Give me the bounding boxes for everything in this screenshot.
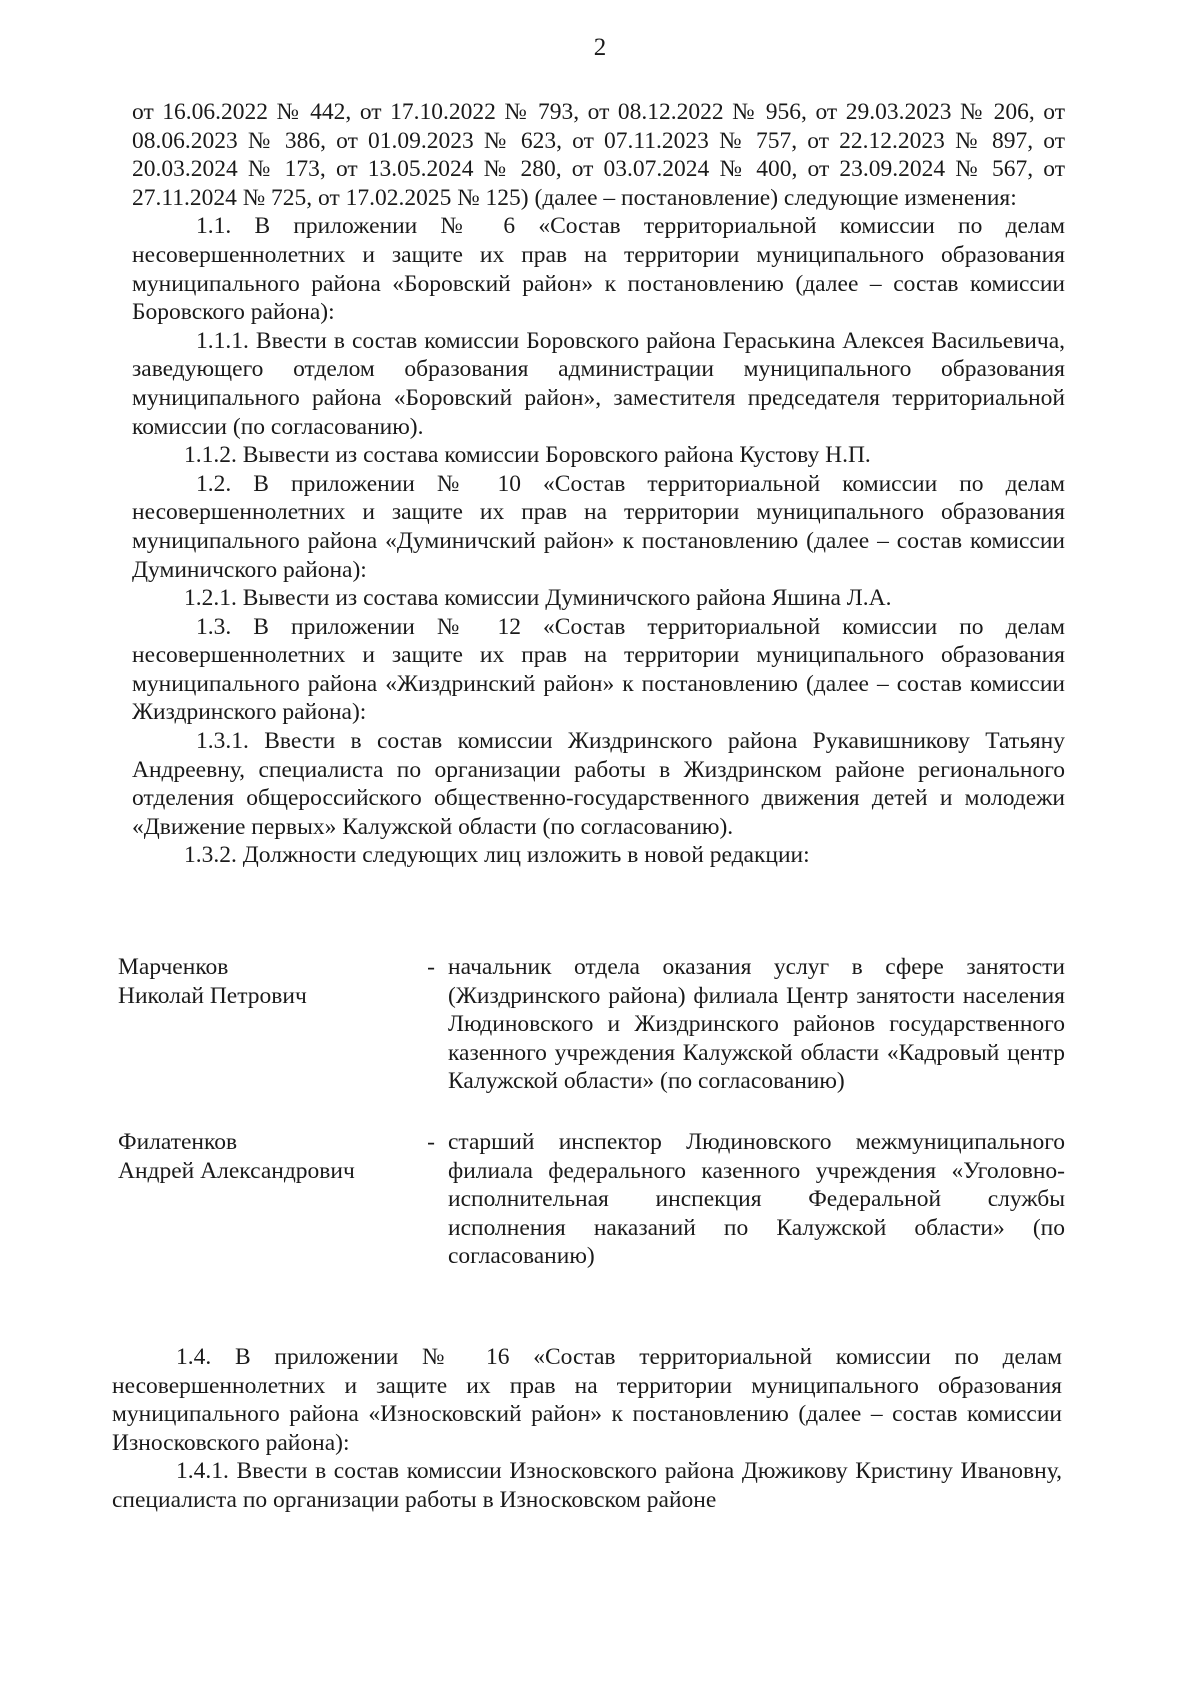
paragraph-1-3: 1.3. В приложении № 12 «Состав территориальной комиссии по делам несовершеннолетних и защите их прав на территории муниципального образования муниципального района «Жиздринский район» к постановлению (далее – состав комиссии Жиздринского района):	[132, 613, 1065, 726]
member-surname: Марченков	[118, 954, 229, 980]
page-number: 2	[593, 34, 607, 61]
paragraph-1-3-1: 1.3.1. Ввести в состав комиссии Жиздринского района Рукавишникову Татьяну Андреевну, специалиста по организации работы в Жиздринском районе регионального отделения общероссийского общественно-государственного движения детей и молодежи «Движение первых» Калужской области (по согласованию).	[132, 728, 1065, 840]
member-entry	[118, 1128, 1065, 1271]
member-given-names: Николай Петрович	[118, 982, 307, 1009]
member-dash: -	[427, 1128, 435, 1155]
paragraph-1-2: 1.2. В приложении № 10 «Состав территориальной комиссии по делам несовершеннолетних и защите их прав на территории муниципального образования муниципального района «Думиничский район» к постановлению (далее – состав комиссии Думиничского района):	[132, 470, 1065, 583]
member-given-names: Андрей Александрович	[118, 1157, 355, 1184]
paragraph-1-4-1: 1.4.1. Ввести в состав комиссии Износковского района Дюжикову Кристину Ивановну, специалиста по организации работы в Износковском районе	[112, 1458, 1062, 1513]
member-entry	[118, 953, 1065, 1096]
paragraph-1-2-1: 1.2.1. Вывести из состава комиссии Думиничского района Яшина Л.А.	[184, 585, 892, 612]
document-body	[132, 98, 1065, 870]
member-name	[118, 1128, 418, 1271]
member-position: начальник отдела оказания услуг в сфере занятости (Жиздринского района) филиала Центр занятости населения Людиновского и Жиздринского районов государственного казенного учреждения Калужской области «Кадровый центр Калужской области» (по согласованию)	[448, 954, 1065, 1095]
members-list	[118, 953, 1065, 1303]
paragraph-1-1: 1.1. В приложении № 6 «Состав территориальной комиссии по делам несовершеннолетних и защите их прав на территории муниципального образования муниципального района «Боровский район» к постановлению (далее – состав комиссии Боровского района):	[132, 213, 1065, 326]
paragraph-amendments-list: от 16.06.2022 № 442, от 17.10.2022 № 793, от 08.12.2022 № 956, от 29.03.2023 № 206, от 08.06.2023 № 386, от 01.09.2023 № 623, от 07.11.2023 № 757, от 22.12.2023 № 897, от 20.03.2024 № 173, от 13.05.2024 № 280, от 03.07.2024 № 400, от 23.09.2024 № 567, от 27.11.2024 № 725, от 17.02.2025 № 125) (далее – постановление) следующие изменения:	[132, 99, 1065, 211]
document-body-continued	[112, 1343, 1062, 1515]
member-position: старший инспектор Людиновского межмуниципального филиала федерального казенного учреждения «Уголовно-исполнительная инспекция Федеральной службы исполнения наказаний по Калужской области» (по согласованию)	[448, 1128, 1065, 1270]
member-dash: -	[427, 954, 435, 980]
paragraph-1-3-2: 1.3.2. Должности следующих лиц изложить в новой редакции:	[184, 842, 810, 869]
member-surname: Филатенков	[118, 1128, 238, 1155]
paragraph-1-4: 1.4. В приложении № 16 «Состав территориальной комиссии по делам несовершеннолетних и защите их прав на территории муниципального образования муниципального района «Износковский район» к постановлению (далее – состав комиссии Износковского района):	[112, 1344, 1062, 1456]
paragraph-1-1-1: 1.1.1. Ввести в состав комиссии Боровского района Гераськина Алексея Васильевича, заведующего отделом образования администрации муниципального образования муниципального района «Боровский район», заместителя председателя территориальной комиссии (по согласованию).	[132, 327, 1065, 440]
paragraph-1-1-2: 1.1.2. Вывести из состава комиссии Боровского района Кустову Н.П.	[184, 442, 871, 469]
member-name	[118, 953, 418, 1096]
